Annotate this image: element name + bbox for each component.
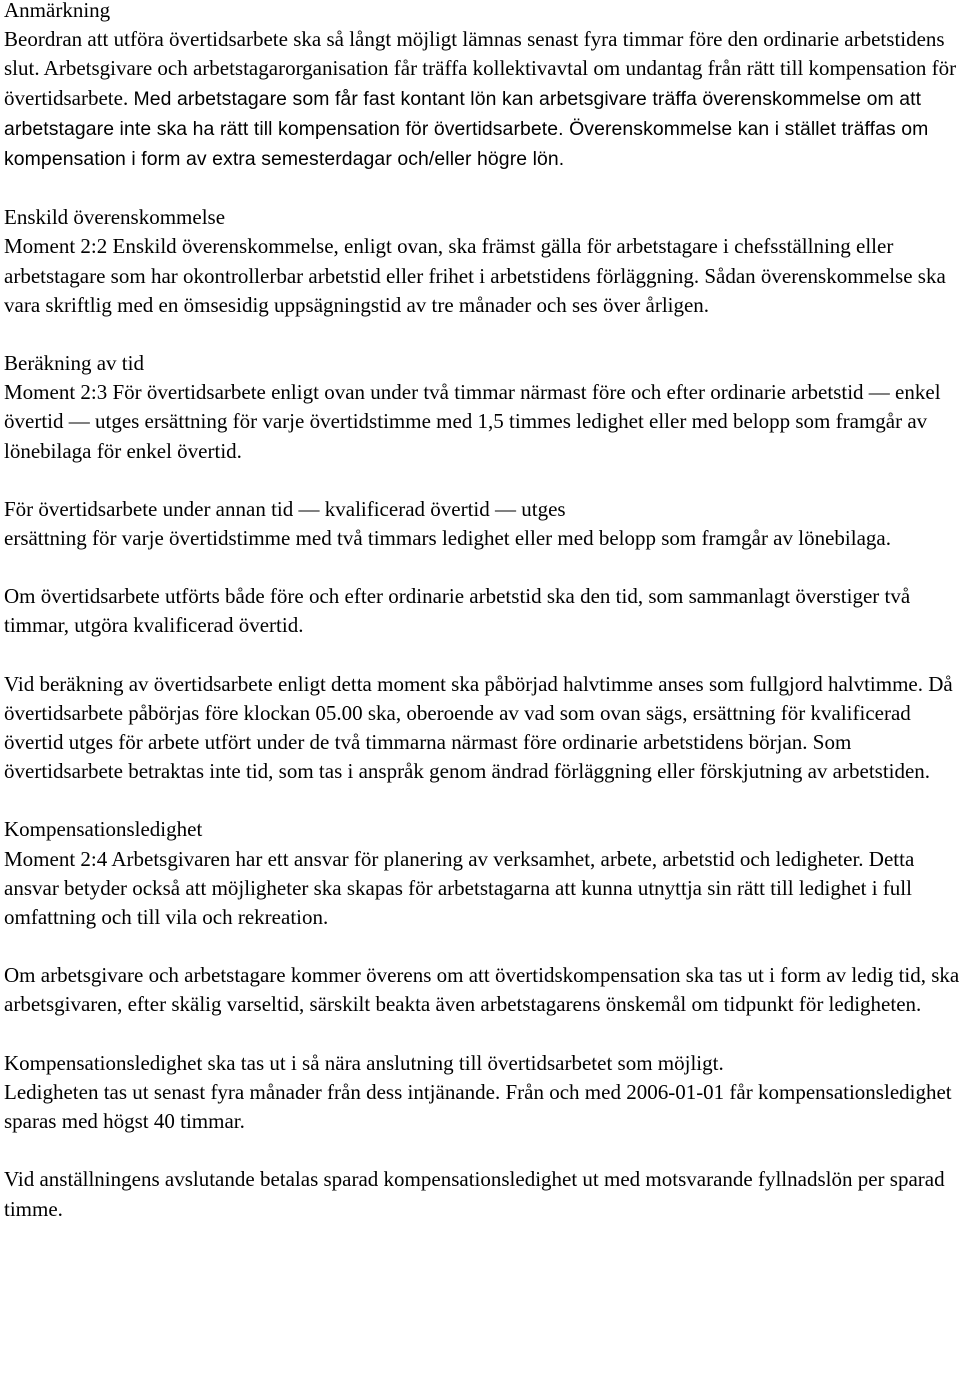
paragraph-kvalificerad: ersättning för varje övertidstimme med två timmars ledighet eller med belopp som framgår av lönebilaga. xyxy=(4,526,891,551)
paragraph-berakning: Moment 2:3 För övertidsarbete enligt ovan under två timmar närmast före och efter ordinarie arbetstid — enkel övertid — utges ersättning för varje övertidstimme med 1,5 timmes ledighet eller med belopp som framgår av lönebilaga för enkel övertid. xyxy=(4,380,941,463)
paragraph-kvalificerad-line1: För övertidsarbete under annan tid — kvalificerad övertid — utges xyxy=(4,496,566,521)
section-berakning xyxy=(4,349,960,466)
section-kompensationsledighet xyxy=(4,815,960,932)
paragraph-uttag: Ledigheten tas ut senast fyra månader från dess intjänande. Från och med 2006-01-01 får kompensationsledighet sparas med högst 40 timmar. xyxy=(4,1079,952,1134)
paragraph-kompensationsledighet: Moment 2:4 Arbetsgivaren har ett ansvar för planering av verksamhet, arbete, arbetstid och ledigheter. Detta ansvar betyder också att möjligheter ska skapas för arbetstagarna att kunna utnyttja sin rätt till ledighet i full omfattning och till vila och rekreation. xyxy=(4,846,915,930)
paragraph-enskild: Moment 2:2 Enskild överenskommelse, enligt ovan, ska främst gälla för arbetstagare i chefsställning eller arbetstagare som har okontrollerbar arbetstid eller frihet i arbetstidens förläggning. Sådan överenskommelse ska vara skriftlig med en ömsesidig uppsägningstid av tre månader och ses över årligen. xyxy=(4,234,946,317)
section-fore-efter xyxy=(4,582,960,640)
heading-anmarkning: Anmärkning xyxy=(4,0,111,22)
paragraph-uttag-line1: Kompensationsledighet ska tas ut i så nära anslutning till övertidsarbetet som möjligt. xyxy=(4,1050,724,1075)
paragraph-fore-efter: Om övertidsarbete utförts både före och efter ordinarie arbetstid ska den tid, som sammanlagt överstiger två timmar, utgöra kvalificerad övertid. xyxy=(4,584,911,638)
heading-kompensationsledighet: Kompensationsledighet xyxy=(4,817,203,842)
paragraph-anmarkning-serif: Beordran att utföra övertidsarbete ska så långt möjligt lämnas senast fyra timmar före den ordinarie arbetstidens slut. Arbetsgivare och arbetstagarorganisation får träffa kollektivavtal om undantag från rätt till kompensation för övertidsarbete. xyxy=(4,27,957,110)
paragraph-halvtimme: Vid beräkning av övertidsarbete enligt detta moment ska påbörjad halvtimme anses som fullgjord halvtimme. Då övertidsarbete påbörjas före klockan 05.00 ska, oberoende av vad som ovan sägs, ersättning för kvalificerad övertid utges för arbete utfört under de två timmarna närmast före ordinarie arbetstidens början. Som övertidsarbete betraktas inte tid, som tas i anspråk genom ändrad förläggning eller förskjutning av arbetstiden. xyxy=(4,671,953,784)
section-halvtimme xyxy=(4,670,960,787)
paragraph-anmarkning-sans: Med arbetstagare som får fast kontant lön kan arbetsgivare träffa överenskommelse om att arbetstagare inte ska ha rätt till kompensation för övertidsarbete. Överenskommelse kan i stället träffas om kompensation i form av extra semesterdagar och/eller högre lön. xyxy=(4,87,929,171)
paragraph-anmarkning xyxy=(4,25,960,174)
heading-berakning: Beräkning av tid xyxy=(4,351,144,376)
section-avslutande xyxy=(4,1165,960,1223)
section-kvalificerad xyxy=(4,495,960,553)
section-uttag xyxy=(4,1049,960,1137)
section-enskild xyxy=(4,203,960,320)
heading-enskild: Enskild överenskommelse xyxy=(4,205,226,230)
paragraph-avslutande: Vid anställningens avslutande betalas sparad kompensationsledighet ut med motsvarande fyllnadslön per sparad timme. xyxy=(4,1167,945,1221)
section-anmarkning xyxy=(4,0,960,174)
section-overens xyxy=(4,961,960,1019)
paragraph-overens: Om arbetsgivare och arbetstagare kommer överens om att övertidskompensation ska tas ut i form av ledig tid, ska arbetsgivaren, efter skälig varseltid, särskilt beakta även arbetstagarens önskemål om tidpunkt för ledigheten. xyxy=(4,963,960,1017)
